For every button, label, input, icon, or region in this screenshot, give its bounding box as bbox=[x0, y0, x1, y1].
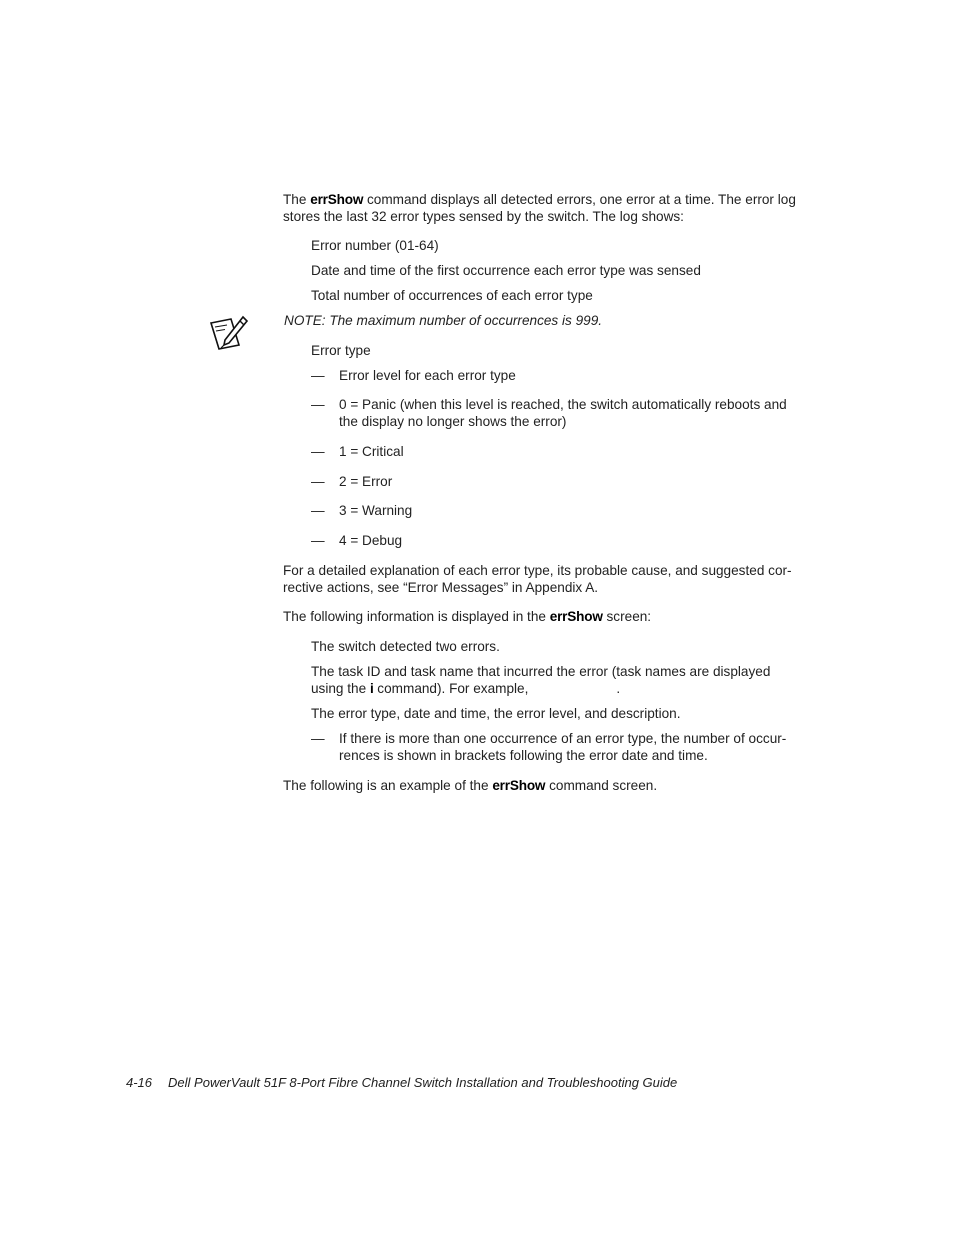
screen-item: The error type, date and time, the error level, and description. bbox=[311, 706, 681, 721]
error-type-label: Error type bbox=[311, 343, 371, 358]
errshow-command: errShow bbox=[492, 778, 546, 793]
document-title: Dell PowerVault 51F 8-Port Fibre Channel Switch Installation and Troubleshooting Guide bbox=[168, 1075, 678, 1090]
intro-paragraph bbox=[283, 191, 823, 225]
explanation-paragraph: For a detailed explanation of each error type, its probable cause, and suggested cor- rective actions, see “Error Messages” in Appendix A. bbox=[283, 563, 792, 595]
log-item: Total number of occurrences of each error type bbox=[311, 288, 593, 303]
list-dash: — bbox=[311, 503, 325, 518]
errshow-command: errShow bbox=[310, 192, 364, 207]
list-item: 4 = Debug bbox=[339, 533, 403, 548]
log-item: Date and time of the first occurrence each error type was sensed bbox=[311, 263, 701, 278]
list-item: 1 = Critical bbox=[339, 444, 404, 459]
intro-line-2: stores the last 32 error types sensed by the switch. The log shows: bbox=[283, 209, 684, 224]
i-command: i bbox=[369, 681, 374, 696]
list-dash: — bbox=[311, 731, 325, 746]
list-dash: — bbox=[311, 397, 325, 412]
example-paragraph: The following is an example of the errShow command screen. bbox=[283, 778, 658, 793]
note-pencil-icon bbox=[209, 315, 249, 353]
intro-line-1: The errShow command displays all detected errors, one error at a time. The error log bbox=[283, 192, 796, 207]
log-item: Error number (01-64) bbox=[311, 238, 439, 253]
screen-item: The switch detected two errors. bbox=[311, 639, 500, 654]
list-item: 0 = Panic (when this level is reached, the switch automatically reboots and bbox=[339, 397, 787, 412]
list-dash: — bbox=[311, 533, 325, 548]
list-item: 2 = Error bbox=[339, 474, 393, 489]
list-dash: — bbox=[311, 474, 325, 489]
note-text: NOTE: The maximum number of occurrences is 999. bbox=[284, 313, 603, 328]
list-item-continuation: the display no longer shows the error) bbox=[339, 414, 567, 429]
list-dash: — bbox=[311, 444, 325, 459]
page-number: 4-16 bbox=[126, 1075, 153, 1090]
following-info-paragraph: The following information is displayed in the errShow screen: bbox=[283, 609, 652, 624]
page-footer bbox=[126, 1074, 677, 1091]
screen-item: The task ID and task name that incurred the error (task names are displayed using the i command). For example, . bbox=[311, 664, 771, 696]
list-item: Error level for each error type bbox=[339, 368, 516, 383]
list-item: 3 = Warning bbox=[339, 503, 413, 518]
errshow-command: errShow bbox=[549, 609, 603, 624]
list-dash: — bbox=[311, 368, 325, 383]
screen-subitem: If there is more than one occurrence of an error type, the number of occur- rences is shown in brackets following the error date and time. bbox=[339, 731, 787, 763]
